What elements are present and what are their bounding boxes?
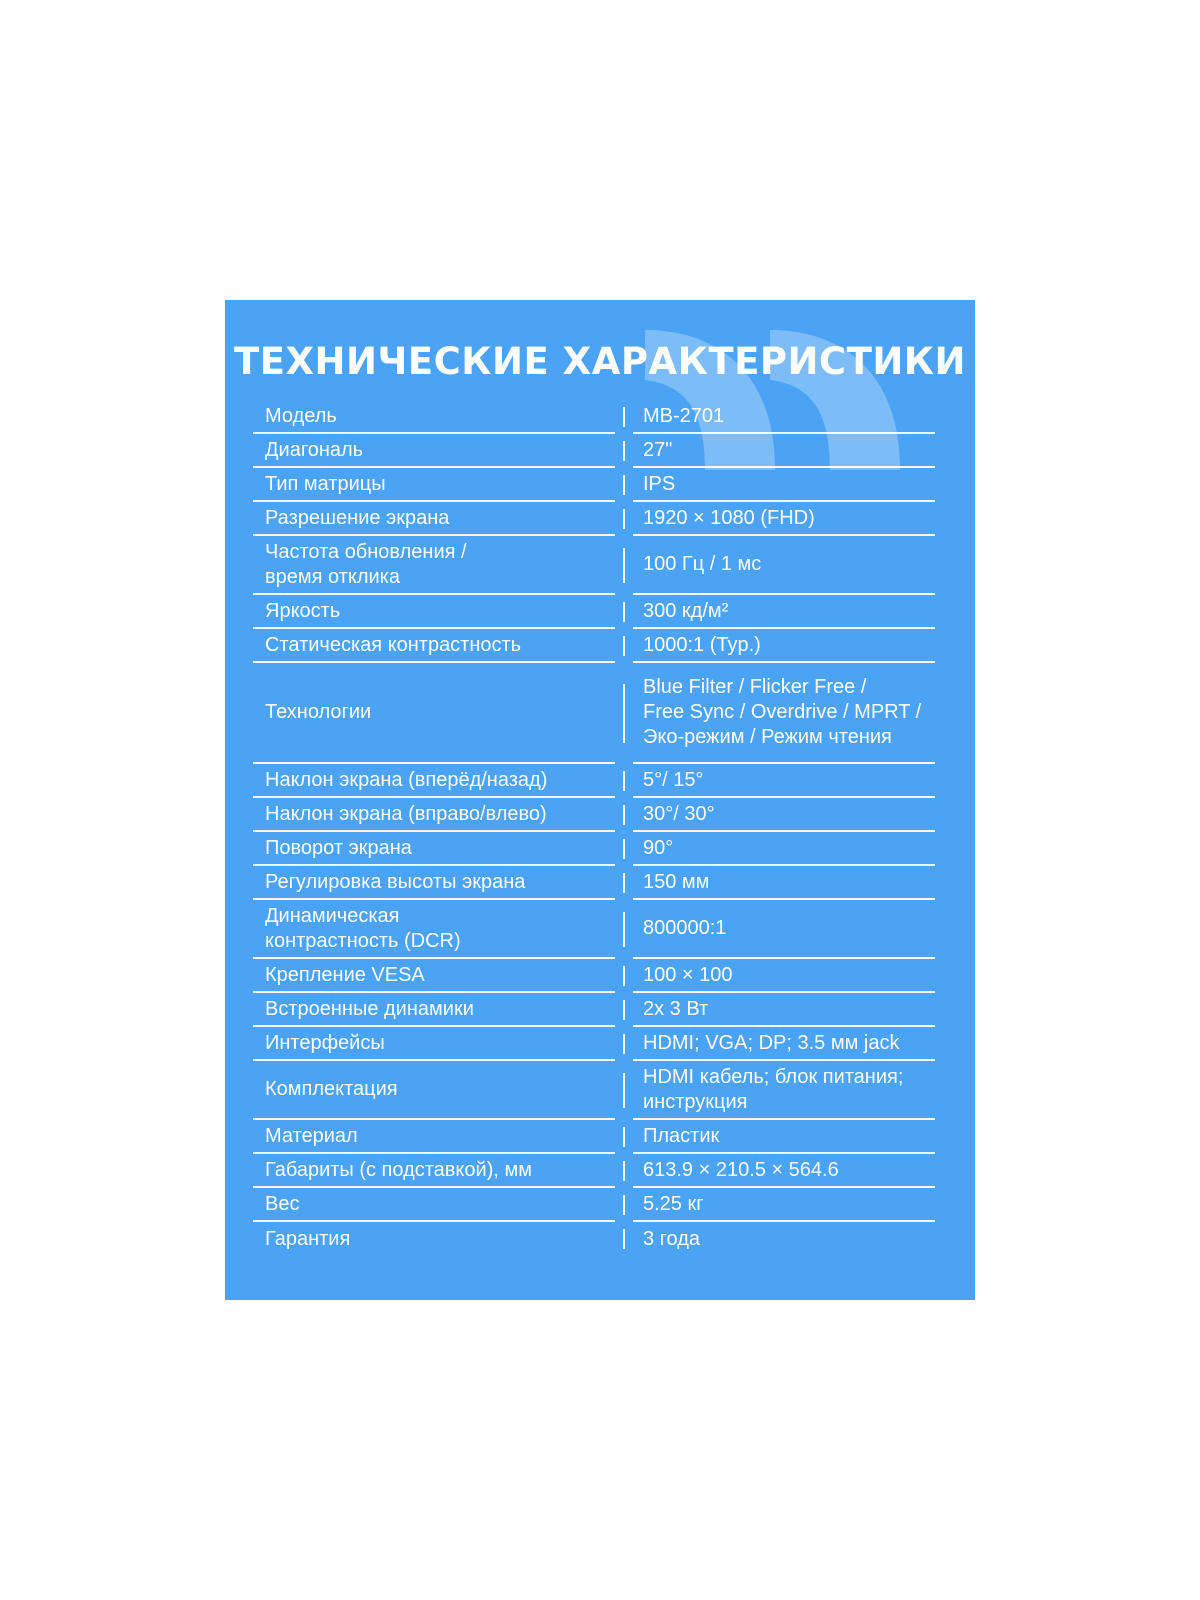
- column-divider: [623, 636, 625, 656]
- table-row: [253, 1188, 935, 1222]
- table-row: [253, 502, 935, 536]
- column-divider: [623, 548, 625, 582]
- spec-value: Пластик: [633, 1120, 935, 1154]
- column-divider: [623, 1195, 625, 1215]
- spec-key: Частота обновления / время отклика: [253, 536, 615, 595]
- page-title: ТЕХНИЧЕСКИЕ ХАРАКТЕРИСТИКИ: [234, 340, 966, 383]
- table-row: [253, 993, 935, 1027]
- column-divider: [623, 509, 625, 529]
- table-row: [253, 595, 935, 629]
- column-divider: [623, 771, 625, 791]
- column-divider: [623, 805, 625, 825]
- spec-key: Встроенные динамики: [253, 993, 615, 1027]
- spec-key: Диагональ: [253, 434, 615, 468]
- table-row: [253, 1061, 935, 1120]
- spec-table: [253, 400, 935, 1256]
- column-divider: [623, 839, 625, 859]
- spec-key: Модель: [253, 400, 615, 434]
- spec-value: 300 кд/м²: [633, 595, 935, 629]
- column-divider: [623, 1161, 625, 1181]
- table-row: [253, 1120, 935, 1154]
- table-row: [253, 764, 935, 798]
- spec-key: Статическая контрастность: [253, 629, 615, 663]
- spec-key: Динамическая контрастность (DCR): [253, 900, 615, 959]
- spec-key: Материал: [253, 1120, 615, 1154]
- spec-value: 5°/ 15°: [633, 764, 935, 798]
- column-divider: [623, 966, 625, 986]
- spec-key: Технологии: [253, 663, 615, 764]
- table-row: [253, 434, 935, 468]
- table-row: [253, 866, 935, 900]
- table-row: [253, 832, 935, 866]
- table-row: [253, 400, 935, 434]
- spec-value: HDMI кабель; блок питания; инструкция: [633, 1061, 935, 1120]
- spec-value: 800000:1: [633, 900, 935, 959]
- column-divider: [623, 1000, 625, 1020]
- column-divider: [623, 602, 625, 622]
- spec-value: 5.25 кг: [633, 1188, 935, 1222]
- spec-value: Blue Filter / Flicker Free / Free Sync / Overdrive / MPRT / Эко-режим / Режим чтения: [633, 663, 935, 764]
- column-divider: [623, 684, 625, 743]
- spec-key: Интерфейсы: [253, 1027, 615, 1061]
- spec-key: Тип матрицы: [253, 468, 615, 502]
- column-divider: [623, 1229, 625, 1249]
- table-row: [253, 798, 935, 832]
- spec-value: 2х 3 Вт: [633, 993, 935, 1027]
- table-row: [253, 1154, 935, 1188]
- spec-value: 1920 × 1080 (FHD): [633, 502, 935, 536]
- spec-value: 90°: [633, 832, 935, 866]
- spec-key: Крепление VESA: [253, 959, 615, 993]
- spec-key: Наклон экрана (вперёд/назад): [253, 764, 615, 798]
- table-row: [253, 468, 935, 502]
- table-row: [253, 900, 935, 959]
- spec-key: Гарантия: [265, 1227, 351, 1250]
- spec-key: Регулировка высоты экрана: [253, 866, 615, 900]
- spec-key: Габариты (с подставкой), мм: [253, 1154, 615, 1188]
- spec-key: Наклон экрана (вправо/влево): [253, 798, 615, 832]
- spec-key: Вес: [253, 1188, 615, 1222]
- table-row: [253, 1027, 935, 1061]
- spec-value: 150 мм: [633, 866, 935, 900]
- table-row: [253, 536, 935, 595]
- column-divider: [623, 1073, 625, 1107]
- spec-value: 100 Гц / 1 мс: [633, 536, 935, 595]
- spec-key: Комплектация: [253, 1061, 615, 1120]
- spec-value: IPS: [633, 468, 935, 502]
- column-divider: [623, 873, 625, 893]
- spec-value: 613.9 × 210.5 × 564.6: [633, 1154, 935, 1188]
- table-row: [253, 629, 935, 663]
- table-row: [253, 1222, 935, 1256]
- table-row: [253, 663, 935, 764]
- spec-value: HDMI; VGA; DP; 3.5 мм jack: [633, 1027, 935, 1061]
- column-divider: [623, 1127, 625, 1147]
- column-divider: [623, 912, 625, 946]
- spec-card: [225, 300, 975, 1300]
- spec-value: 100 × 100: [633, 959, 935, 993]
- table-row: [253, 959, 935, 993]
- spec-key: Поворот экрана: [253, 832, 615, 866]
- spec-value: 27": [633, 434, 935, 468]
- column-divider: [623, 407, 625, 427]
- spec-value: 30°/ 30°: [633, 798, 935, 832]
- spec-value: 1000:1 (Typ.): [633, 629, 935, 663]
- spec-value: MB-2701: [633, 400, 935, 434]
- column-divider: [623, 1034, 625, 1054]
- spec-value: 3 года: [643, 1227, 701, 1250]
- column-divider: [623, 475, 625, 495]
- spec-key: Разрешение экрана: [253, 502, 615, 536]
- column-divider: [623, 441, 625, 461]
- spec-key: Яркость: [253, 595, 615, 629]
